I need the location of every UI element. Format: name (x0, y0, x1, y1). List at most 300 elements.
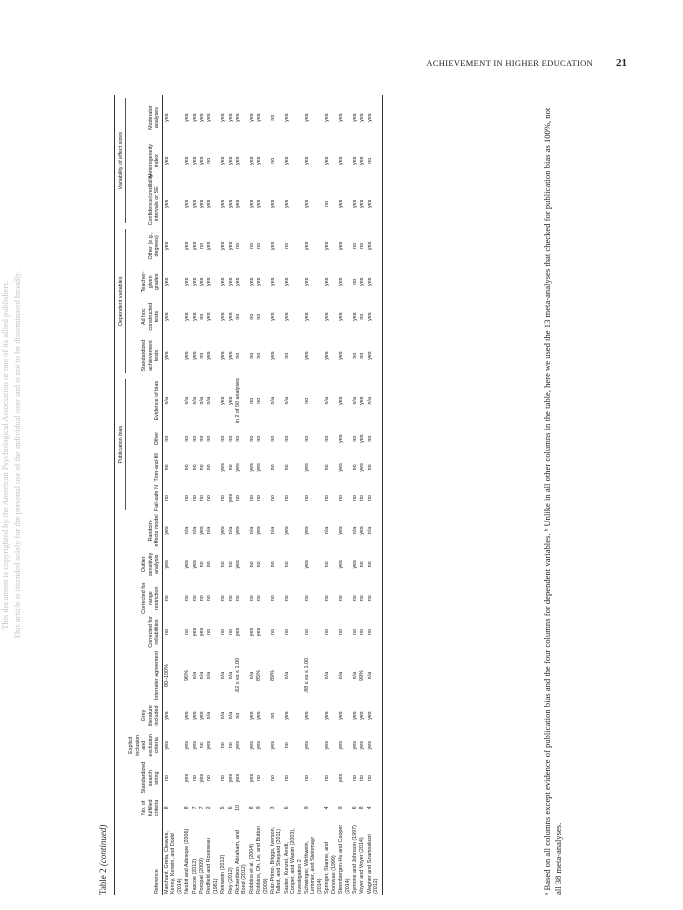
table-row (198, 95, 205, 895)
table-cell: n/a (248, 671, 255, 680)
table-cell: no (227, 435, 234, 442)
table-cell: yes (324, 312, 331, 321)
table-cell: no (198, 561, 205, 568)
table-cell: no (359, 242, 366, 249)
table-cell: 99% (359, 670, 366, 681)
table-cell: yes (227, 312, 234, 321)
table-cell: no (191, 435, 198, 442)
table-cell: no (351, 435, 358, 442)
table-row (359, 95, 366, 895)
table-cell: 8 (163, 806, 170, 810)
table-cell: yes (338, 463, 345, 472)
table-cell: 4 (366, 795, 382, 822)
column-header: Other (127, 425, 163, 452)
table-cell: yes (248, 627, 255, 637)
table-cell: no (351, 629, 358, 636)
reference-cell: Rey (2012) (227, 867, 234, 894)
table-cell: yes (220, 396, 227, 405)
table-cell: yes (235, 156, 241, 165)
table-cell: yes (270, 312, 277, 321)
table-cell: yes (338, 199, 345, 209)
table-cell: no (351, 775, 358, 782)
table-cell: no (235, 712, 241, 719)
table-cell: no (198, 742, 205, 749)
table-cell: yes (163, 560, 170, 569)
table-cell: yes (324, 241, 331, 251)
table-cell: n/a (338, 671, 345, 680)
table-cell: yes (248, 156, 255, 165)
table-cell: yes (324, 156, 331, 165)
table-cell: no (283, 742, 290, 749)
table-cell: no (220, 435, 227, 442)
table-cell: yes (206, 241, 213, 251)
page-number: 21 (616, 57, 627, 69)
table-cell: yes (351, 156, 358, 165)
table-cell: yes (359, 396, 366, 405)
table-cell: no (324, 595, 331, 602)
table-cell: no (206, 595, 213, 602)
table-footnote: ᵃ Based on all columns except evidence of publication bias and the four columns for dependent variables. ᵇ Unlike in all other columns in the table, here we used the 13 meta-analyses that checked for publication bias as 100%, not all 38 meta-analyses. (542, 107, 563, 895)
table-cell: yes (256, 741, 263, 750)
table-cell: 9 (256, 806, 263, 810)
table-cell: 6 (351, 806, 358, 810)
table-cell: no (366, 452, 382, 483)
table-cell: no (270, 712, 277, 719)
table-cell: n/a (351, 526, 358, 535)
table-cell: no (198, 435, 205, 442)
table-cell: yes (338, 773, 345, 783)
table-cell: 9 (338, 806, 345, 810)
reference-cell: Steenbergen-Hu and Cooper (2014) (338, 824, 351, 894)
table-cell: n/a (198, 671, 205, 680)
table-title-suffix: (continued) (98, 824, 108, 867)
table-cell: yes (184, 113, 191, 122)
table-cell: in 2 of 50 analyses (235, 378, 241, 424)
table-cell: yes (338, 351, 345, 360)
watermark-line-1: This document is copyrighted by the American Psychological Association or one of its allied publishers. (1, 280, 10, 630)
table-cell: yes (304, 711, 311, 720)
table-cell: yes (366, 702, 382, 729)
table-cell: yes (198, 526, 205, 535)
table-cell: no (304, 629, 311, 636)
table-cell: yes (227, 396, 234, 405)
table-cell: no (270, 114, 277, 121)
column-header: Grey literature included (127, 702, 163, 729)
column-header: Explicit inclusion and exclusion criteria (127, 729, 163, 762)
table-cell: no (283, 352, 290, 359)
table-row (283, 95, 303, 895)
table-cell: yes (283, 199, 290, 209)
table-cell: .88 ≤ κs ≤ 1.00 (304, 657, 311, 694)
table-cell: yes (366, 298, 382, 335)
table-cell: no (324, 775, 331, 782)
table-cell: no (338, 629, 345, 636)
table-cell: n/a (324, 396, 331, 405)
table-cell: 8 (184, 806, 191, 810)
table-title-label: Table 2 (98, 868, 108, 895)
reference-cell: Redfield and Rousseau (1981) (206, 837, 219, 894)
column-header: Standardized achievement tests (127, 335, 163, 376)
table-cell: yes (359, 156, 366, 165)
table-cell: yes (227, 277, 234, 286)
table-cell: 4 (324, 806, 331, 810)
table-cell: yes (184, 711, 191, 720)
column-header: Confidence/credibility intervals or SE (127, 181, 163, 226)
table-group-header-row (115, 95, 128, 895)
table-title (98, 825, 108, 895)
table-cell: yes (248, 113, 255, 122)
table-cell: yes (304, 351, 311, 360)
table-cell: .62 ≤ κs ≤ 1.00 (235, 657, 241, 694)
table-cell: yes (359, 277, 366, 286)
table-cell: yes (198, 627, 205, 637)
table-cell: yes (351, 741, 358, 750)
table-cell: no (359, 595, 366, 602)
table-cell: no (248, 352, 255, 359)
table-cell: no (235, 495, 241, 502)
table-cell: no (359, 313, 366, 320)
table-cell: yes (198, 773, 205, 783)
table-cell: yes (163, 156, 170, 165)
table-cell: n/a (184, 396, 191, 405)
table-cell: no (235, 242, 241, 249)
table-cell: no (304, 775, 311, 782)
table-cell: yes (235, 463, 241, 472)
table-row (248, 95, 255, 895)
table-cell: yes (338, 526, 345, 535)
group-dependent-variables: Dependent variables (115, 226, 128, 376)
reference-cell: Robbins, Oh, Le, and Button (2009) (256, 825, 269, 894)
table-cell: 89% (270, 670, 277, 681)
table-cell: 8 (248, 806, 255, 810)
column-header: Heterogeneity index (127, 140, 163, 181)
table-cell: no (248, 313, 255, 320)
reference-cell: Voyer and Voyer (2014) (359, 837, 366, 894)
table-cell: yes (220, 199, 227, 209)
table-cell: yes (184, 241, 191, 251)
table-cell: n/a (270, 526, 277, 535)
table-cell: no (235, 595, 241, 602)
table-cell: yes (338, 434, 345, 443)
table-cell: yes (248, 463, 255, 472)
table-cell: yes (270, 741, 277, 750)
table-cell: no (270, 561, 277, 568)
table-cell: no (304, 495, 311, 502)
table-cell: no (206, 775, 213, 782)
table-cell: n/a (198, 396, 205, 405)
table-cell: no (324, 629, 331, 636)
table-cell: 7 (198, 806, 205, 810)
table-cell: no (163, 464, 170, 471)
table-cell: yes (235, 526, 241, 535)
table-cell: no (283, 464, 290, 471)
table-cell: yes (198, 156, 205, 165)
column-header: Corrected for range restriction (127, 581, 163, 615)
table-cell: n/a (270, 396, 277, 405)
table-cell: no (359, 629, 366, 636)
table-row (256, 95, 270, 895)
table-cell: yes (283, 113, 290, 122)
table-cell: 8 (359, 806, 366, 810)
table-cell: yes (248, 199, 255, 209)
table-row (304, 95, 324, 895)
table-cell: no (324, 435, 331, 442)
table-cell: yes (256, 199, 263, 209)
group-publication-bias: Publication bias (115, 376, 128, 513)
table-cell: no (338, 495, 345, 502)
table-cell: yes (235, 113, 241, 122)
table-cell: no (359, 495, 366, 502)
table-cell: 96% (184, 670, 191, 681)
table-cell: no (220, 561, 227, 568)
reference-cell: Ruiz-Primo, Briggs, Iverson, Talbot, and Shepard (2011) (270, 826, 283, 894)
column-header: No. of fulfilled criteria (127, 795, 163, 822)
table-cell: no (283, 495, 290, 502)
table-cell: yes (163, 526, 170, 535)
table-cell: yes (227, 156, 234, 165)
table-row (163, 95, 184, 895)
table-cell: yes (235, 560, 241, 569)
table-cell: yes (283, 277, 290, 286)
table-cell: yes (256, 156, 263, 165)
table-cell: no (366, 140, 382, 181)
table-row (338, 95, 352, 895)
reference-cell: Poropat (2009) (198, 858, 205, 894)
watermark-line-2: This article is intended solely for the personal use of the individual user and is not to be disseminated broadly. (13, 270, 22, 640)
table-cell: yes (366, 226, 382, 265)
table-cell: no (220, 742, 227, 749)
table-cell: yes (324, 711, 331, 720)
rotated-table-area (90, 95, 590, 895)
table-row (324, 95, 338, 895)
table-cell: yes (304, 741, 311, 750)
table-cell: yes (324, 741, 331, 750)
reference-cell: Springer, Stanne, and Donovan (1999) (324, 841, 337, 894)
table-cell: 80–100% (163, 664, 170, 687)
reference-cell: Pascoe (2012) (191, 858, 198, 894)
table-cell: yes (270, 241, 277, 251)
table-row (366, 95, 382, 895)
table-cell: no (304, 595, 311, 602)
table-cell: yes (359, 711, 366, 720)
table-cell: no (206, 629, 213, 636)
running-head: ACHIEVEMENT IN HIGHER EDUCATION (426, 58, 593, 68)
table-cell: n/a (184, 526, 191, 535)
table-cell: no (324, 464, 331, 471)
table-cell: yes (227, 493, 234, 503)
table-cell: 85% (256, 670, 263, 681)
table-cell: yes (198, 199, 205, 209)
table-cell: no (283, 629, 290, 636)
table-cell: no (324, 200, 331, 207)
table-cell: yes (235, 627, 241, 637)
table-cell: no (248, 495, 255, 502)
table-cell: yes (351, 199, 358, 209)
table-cell: yes (359, 113, 366, 122)
table-cell: no (351, 352, 358, 359)
table-cell: 9 (304, 806, 311, 810)
table-cell: no (220, 629, 227, 636)
table-cell: yes (283, 156, 290, 165)
table-cell: yes (191, 156, 198, 165)
table-cell: no (359, 775, 366, 782)
table-cell: yes (163, 199, 170, 209)
reference-cell: Symons and Johnson (1997) (351, 825, 358, 894)
reference-cell: Richardson, Abraham, and Bond (2012) (235, 830, 248, 894)
reference-cell: Wagner and Szamoskozi (2012) (366, 821, 382, 895)
table-cell: yes (256, 526, 263, 535)
table-cell: yes (191, 560, 198, 569)
table-cell: yes (184, 773, 191, 783)
table-cell: no (248, 595, 255, 602)
table-cell: yes (324, 277, 331, 286)
table-column-header-row (127, 95, 163, 895)
table-cell: yes (184, 199, 191, 209)
table-cell: yes (163, 241, 170, 251)
table-cell: no (359, 561, 366, 568)
table-cell: 3 (270, 806, 277, 810)
table-cell: n/a (220, 711, 227, 720)
table-cell: no (366, 547, 382, 581)
table-cell: yes (304, 199, 311, 209)
column-header: Trim-and-fill (127, 452, 163, 483)
table-cell: yes (256, 113, 263, 122)
table-cell: no (270, 435, 277, 442)
table-cell: yes (248, 277, 255, 286)
group-variability: Variability of effect sizes (115, 95, 128, 226)
table-cell: n/a (191, 671, 198, 680)
table-cell: no (256, 775, 263, 782)
table-cell: yes (198, 113, 205, 122)
table-cell: yes (359, 526, 366, 535)
table-cell: yes (304, 312, 311, 321)
table-cell: no (351, 595, 358, 602)
table-cell: n/a (206, 526, 213, 535)
table-cell: no (283, 595, 290, 602)
table-cell: no (198, 595, 205, 602)
table-cell: yes (184, 312, 191, 321)
table-body (163, 95, 382, 895)
table-cell: n/a (366, 649, 382, 702)
table-cell: yes (235, 277, 241, 286)
table-cell: no (256, 495, 263, 502)
table-cell: yes (184, 351, 191, 360)
table-cell: no (366, 483, 382, 514)
table-cell: yes (220, 241, 227, 251)
table-cell: yes (359, 741, 366, 750)
table-cell: yes (304, 560, 311, 569)
table-cell: no (163, 595, 170, 602)
table-cell: no (163, 775, 170, 782)
table-cell: no (366, 425, 382, 452)
table-row (227, 95, 234, 895)
table-cell: no (235, 352, 241, 359)
table-cell: n/a (351, 671, 358, 680)
column-header: Fail-safe N (127, 483, 163, 514)
table-cell: yes (324, 351, 331, 360)
table-cell: no (184, 464, 191, 471)
column-header: Interrater agreement (127, 649, 163, 702)
table-cell: yes (206, 351, 213, 360)
table-cell: no (256, 242, 263, 249)
table-cell: yes (206, 199, 213, 209)
table-cell: yes (256, 711, 263, 720)
table-row (206, 95, 220, 895)
table-cell: no (198, 495, 205, 502)
table-cell: no (270, 595, 277, 602)
reference-cell: Sauter, Kunzel, Arndt, Cooper, and Wasim (2003), Investigation 2 (283, 828, 303, 894)
table-cell: yes (227, 241, 234, 251)
table-cell: yes (227, 773, 234, 783)
table-cell: no (206, 435, 213, 442)
table-cell: yes (366, 181, 382, 226)
table-row (270, 95, 284, 895)
table-cell: no (206, 495, 213, 502)
table-cell: n/a (227, 671, 234, 680)
table-cell: yes (338, 711, 345, 720)
table-cell: yes (283, 312, 290, 321)
table-cell: no (351, 278, 358, 285)
table-cell: n/a (191, 396, 198, 405)
table-cell: yes (191, 199, 198, 209)
table-cell: n/a (366, 513, 382, 547)
table-cell: no (227, 629, 234, 636)
table-cell: no (227, 595, 234, 602)
table-cell: no (248, 242, 255, 249)
table-cell: n/a (220, 671, 227, 680)
table-cell: yes (163, 351, 170, 360)
column-header: Outlier sensitivity analysis (127, 547, 163, 581)
table-cell: yes (366, 265, 382, 298)
table-cell: no (270, 775, 277, 782)
reference-cell: Robbins et al. (2004) (248, 843, 255, 894)
table-cell: yes (351, 560, 358, 569)
table-cell: yes (351, 711, 358, 720)
table-cell: no (220, 775, 227, 782)
table-cell: no (163, 629, 170, 636)
table-cell: yes (304, 156, 311, 165)
table-row (351, 95, 358, 895)
table-cell: yes (206, 312, 213, 321)
table-cell: no (256, 595, 263, 602)
table-cell: yes (351, 113, 358, 122)
table-cell: n/a (283, 396, 290, 405)
table-cell: no (235, 313, 241, 320)
table-cell: yes (227, 113, 234, 122)
table-cell: yes (191, 741, 198, 750)
table-cell: yes (206, 113, 213, 122)
table-cell: no (163, 435, 170, 442)
table-cell: yes (220, 312, 227, 321)
table-cell: yes (304, 241, 311, 251)
table-cell: yes (191, 711, 198, 720)
table-cell: 6 (283, 806, 290, 810)
table-cell: yes (163, 113, 170, 122)
table-cell: yes (191, 627, 198, 637)
table-cell: yes (324, 113, 331, 122)
column-header: Moderator analyses (127, 95, 163, 140)
column-header: Teacher-given grades (127, 265, 163, 298)
table-cell: yes (338, 560, 345, 569)
table-cell: yes (235, 199, 241, 209)
table-cell: 6 (227, 806, 234, 810)
table-cell: no (270, 464, 277, 471)
table-cell: no (248, 397, 255, 404)
table-cell: yes (220, 277, 227, 286)
table-cell: no (304, 435, 311, 442)
table-cell: yes (338, 312, 345, 321)
table-cell: 10 (235, 804, 241, 811)
